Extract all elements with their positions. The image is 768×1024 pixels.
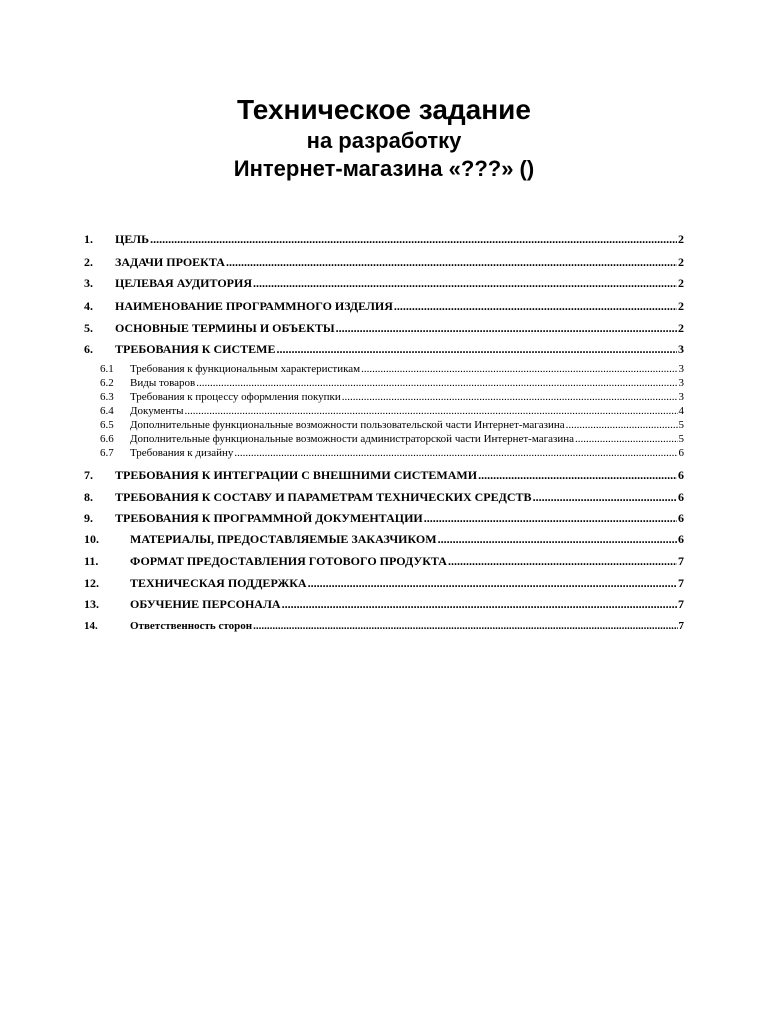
toc-entry-number: 6.: [84, 342, 93, 356]
toc-entry-page: 7: [678, 554, 684, 568]
toc-entry-number: 8.: [84, 490, 93, 504]
document-title: Техническое задание: [237, 94, 531, 125]
toc-subentry[interactable]: [84, 405, 684, 419]
toc-subentry-number: 6.3: [100, 391, 114, 403]
toc-entry-label: ТЕХНИЧЕСКАЯ ПОДДЕРЖКА: [130, 576, 307, 590]
toc-leader-dots: [308, 576, 677, 591]
toc-subentry-page: 6: [678, 447, 684, 459]
toc-subentry-page: 4: [678, 405, 684, 417]
toc-entry-page: 3: [678, 342, 684, 356]
toc-subentry-label: Дополнительные функциональные возможности пользовательской части Интернет-магазина: [130, 419, 565, 431]
toc-leader-dots: [566, 419, 678, 431]
toc-leader-dots: [478, 468, 677, 483]
toc-subentry-page: 3: [678, 377, 684, 389]
toc-entry[interactable]: [84, 554, 684, 570]
toc-subentry-number: 6.5: [100, 419, 114, 431]
toc-leader-dots: [234, 447, 677, 459]
toc-entry-label: ТРЕБОВАНИЯ К СИСТЕМЕ: [115, 342, 276, 356]
toc-subentry-number: 6.2: [100, 377, 114, 389]
toc-entry-page: 7: [678, 576, 684, 590]
toc-subentry-number: 6.7: [100, 447, 114, 459]
toc-entry-number: 12.: [84, 576, 99, 590]
toc-entry-label: ФОРМАТ ПРЕДОСТАВЛЕНИЯ ГОТОВОГО ПРОДУКТА: [130, 554, 447, 568]
toc-leader-dots: [282, 597, 677, 612]
toc-entry-label: ОСНОВНЫЕ ТЕРМИНЫ И ОБЪЕКТЫ: [115, 321, 335, 335]
toc-leader-dots: [336, 321, 677, 336]
toc-leader-dots: [394, 299, 677, 314]
toc-entry-page: 7: [678, 597, 684, 611]
toc-entry-page: 2: [678, 232, 684, 246]
toc-subentry-label: Требования к функциональным характеристикам: [130, 363, 361, 375]
toc-entry-number: 2.: [84, 255, 93, 269]
toc-entry-number: 9.: [84, 511, 93, 525]
toc-leader-dots: [276, 342, 677, 357]
toc-leader-dots: [361, 363, 677, 375]
toc-entry[interactable]: [84, 532, 684, 548]
toc-leader-dots: [575, 433, 678, 445]
toc-entry[interactable]: [84, 576, 684, 592]
toc-entry-label: МАТЕРИАЛЫ, ПРЕДОСТАВЛЯЕМЫЕ ЗАКАЗЧИКОМ: [130, 532, 437, 546]
toc-entry-label: ЦЕЛЕВАЯ АУДИТОРИЯ: [115, 276, 253, 290]
document-title-block: [0, 92, 768, 184]
toc-subentry[interactable]: [84, 447, 684, 461]
toc-entry[interactable]: [84, 490, 684, 506]
document-project-name: Интернет-магазина «???» (): [233, 156, 535, 181]
toc-entry-number: 11.: [84, 554, 99, 568]
toc-leader-dots: [150, 232, 677, 247]
toc-entry-number: 13.: [84, 597, 99, 611]
toc-entry-page: 2: [678, 321, 684, 335]
toc-entry[interactable]: [84, 597, 684, 613]
toc-leader-dots: [196, 377, 677, 389]
toc-entry-label: НАИМЕНОВАНИЕ ПРОГРАММНОГО ИЗДЕЛИЯ: [115, 299, 393, 313]
toc-entry[interactable]: [84, 620, 684, 636]
toc-leader-dots: [438, 532, 677, 547]
toc-leader-dots: [448, 554, 677, 569]
toc-subentry[interactable]: [84, 419, 684, 433]
toc-entry-page: 6: [678, 511, 684, 525]
toc-leader-dots: [424, 511, 677, 526]
toc-subentry-number: 6.4: [100, 405, 114, 417]
toc-entry-label: ОБУЧЕНИЕ ПЕРСОНАЛА: [130, 597, 281, 611]
toc-entry-page: 6: [678, 532, 684, 546]
toc-leader-dots: [226, 255, 677, 270]
toc-entry[interactable]: [84, 321, 684, 337]
toc-entry-number: 3.: [84, 276, 93, 290]
toc-subentry-label: Документы: [130, 405, 184, 417]
toc-entry[interactable]: [84, 276, 684, 292]
toc-entry-number: 1.: [84, 232, 93, 246]
toc-entry[interactable]: [84, 255, 684, 271]
toc-leader-dots: [253, 620, 677, 632]
toc-entry[interactable]: [84, 342, 684, 358]
toc-entry-number: 14.: [84, 620, 98, 632]
toc-entry-label: ТРЕБОВАНИЯ К ПРОГРАММНОЙ ДОКУМЕНТАЦИИ: [115, 511, 423, 525]
toc-subentry-page: 3: [678, 391, 684, 403]
toc-entry-label: ЗАДАЧИ ПРОЕКТА: [115, 255, 225, 269]
toc-entry-label: ТРЕБОВАНИЯ К СОСТАВУ И ПАРАМЕТРАМ ТЕХНИЧЕСКИХ СРЕДСТВ: [115, 490, 532, 504]
toc-entry[interactable]: [84, 299, 684, 315]
toc-subentry[interactable]: [84, 433, 684, 447]
toc-entry-number: 5.: [84, 321, 93, 335]
toc-entry-number: 10.: [84, 532, 99, 546]
toc-subentry-number: 6.1: [100, 363, 114, 375]
toc-entry-page: 7: [678, 620, 684, 632]
toc-entry-number: 7.: [84, 468, 93, 482]
toc-entry-label: ЦЕЛЬ: [115, 232, 150, 246]
toc-leader-dots: [342, 391, 678, 403]
toc-subentry-page: 5: [678, 419, 684, 431]
toc-subentry-number: 6.6: [100, 433, 114, 445]
toc-entry-label: ТРЕБОВАНИЯ К ИНТЕГРАЦИИ С ВНЕШНИМИ СИСТЕМАМИ: [115, 468, 478, 482]
toc-subentry[interactable]: [84, 363, 684, 377]
toc-subentry[interactable]: [84, 377, 684, 391]
toc-entry[interactable]: [84, 511, 684, 527]
toc-entry-number: 4.: [84, 299, 93, 313]
toc-entry-page: 2: [678, 255, 684, 269]
toc-entry-label: Ответственность сторон: [130, 620, 253, 632]
toc-subentry-label: Требования к дизайну: [130, 447, 234, 459]
document-subtitle: на разработку: [306, 128, 462, 153]
toc-subentry[interactable]: [84, 391, 684, 405]
toc-entry[interactable]: [84, 468, 684, 484]
toc-leader-dots: [253, 276, 677, 291]
toc-entry[interactable]: [84, 232, 684, 248]
toc-subentry-label: Виды товаров: [130, 377, 196, 389]
toc-entry-page: 2: [678, 299, 684, 313]
toc-subentry-page: 3: [678, 363, 684, 375]
toc-leader-dots: [184, 405, 677, 417]
toc-entry-page: 6: [678, 490, 684, 504]
toc-entry-page: 2: [678, 276, 684, 290]
toc-subentry-label: Дополнительные функциональные возможности администраторской части Интернет-магазина: [130, 433, 574, 445]
toc-subentry-label: Требования к процессу оформления покупки: [130, 391, 341, 403]
toc-leader-dots: [533, 490, 677, 505]
toc-subentry-page: 5: [678, 433, 684, 445]
toc-entry-page: 6: [678, 468, 684, 482]
